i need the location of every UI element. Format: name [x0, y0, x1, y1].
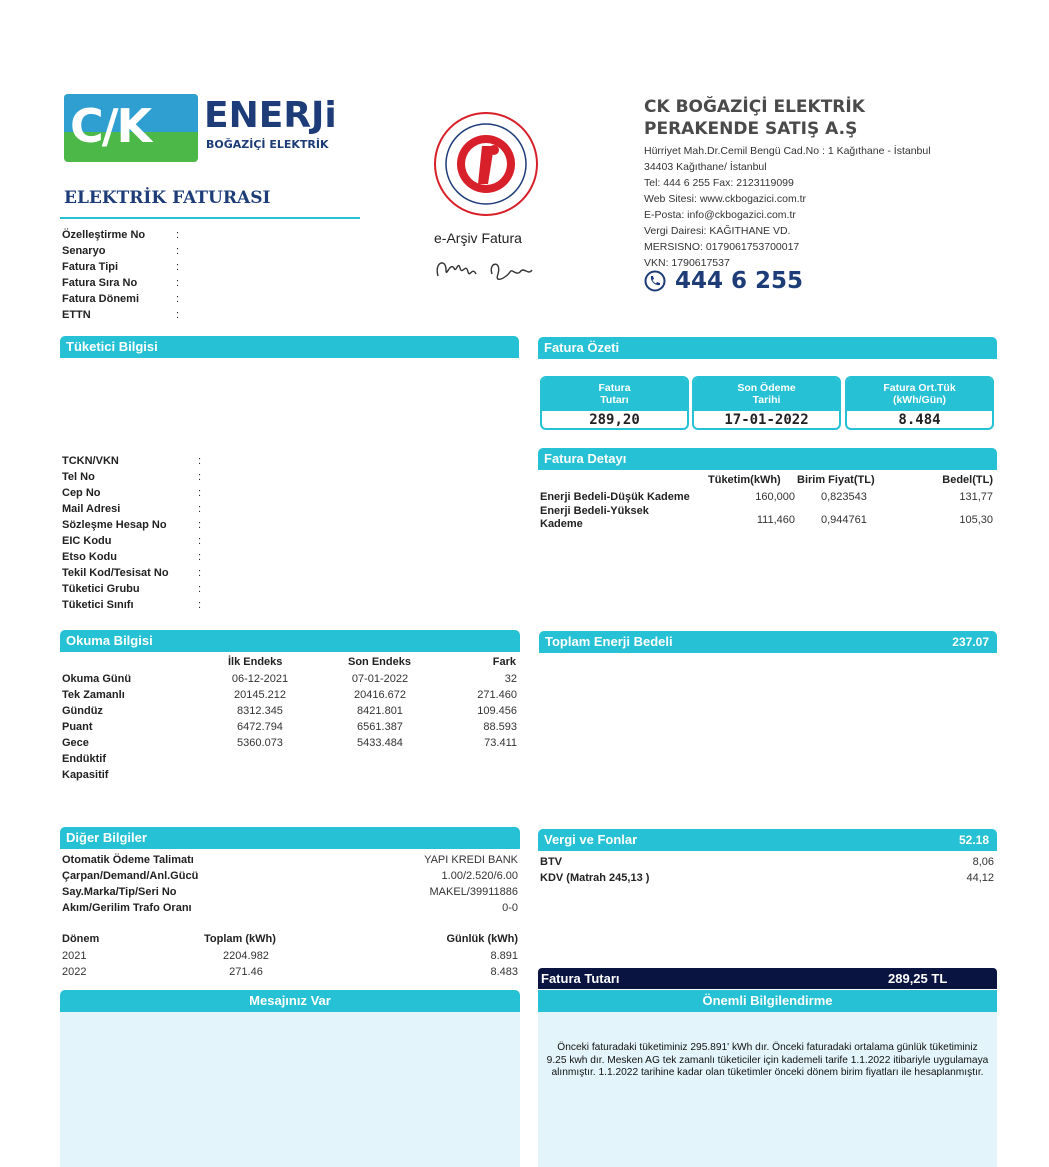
period-row-year: 2021 — [62, 950, 87, 962]
logo-mark — [64, 94, 198, 162]
consumer-field-label: Sözleşme Hesap No — [62, 519, 167, 531]
reading-row-label: Endüktif — [62, 753, 106, 765]
consumer-field-row — [62, 565, 222, 581]
phone-number: 444 6 255 — [675, 268, 804, 294]
invoice-meta-label: Fatura Dönemi — [62, 293, 140, 305]
company-name-1: CK BOĞAZİÇİ ELEKTRİK — [644, 97, 865, 117]
detail-row-2-unit-price: 0,944761 — [821, 514, 867, 526]
consumer-field-row — [62, 485, 222, 501]
consumer-field-row — [62, 501, 222, 517]
invoice-total-bar — [538, 968, 997, 989]
reading-header-last: Son Endeks — [348, 656, 411, 668]
total-energy-title: Toplam Enerji Bedeli — [545, 634, 673, 649]
reading-header-diff: Fark — [492, 656, 516, 668]
reading-row-diff: 271.460 — [477, 689, 517, 701]
invoice-total-value: 289,25 TL — [888, 971, 948, 986]
message-section-header — [60, 990, 520, 1012]
consumer-field-label: Tel No — [62, 471, 95, 483]
other-row-value: MAKEL/39911886 — [429, 886, 518, 898]
tax-row-label: KDV (Matrah 245,13 ) — [540, 872, 650, 884]
tax-row-label: BTV — [540, 856, 562, 868]
consumer-field-row — [62, 517, 222, 533]
signature-icon — [432, 252, 542, 288]
invoice-meta-row — [62, 275, 192, 291]
total-energy-value: 237.07 — [952, 635, 989, 649]
invoice-meta — [62, 227, 192, 323]
total-energy-header — [539, 631, 997, 653]
detail-row-1-name: Enerji Bedeli-Düşük Kademe — [540, 491, 690, 503]
reading-row-last: 20416.672 — [354, 689, 406, 701]
reading-row-diff: 109.456 — [477, 705, 517, 717]
detail-row-2-name: Enerji Bedeli-Yüksek Kademe — [540, 505, 649, 530]
period-row-daily: 8.891 — [490, 950, 518, 962]
reading-title: Okuma Bilgisi — [66, 633, 153, 648]
consumer-field-label: Tüketici Grubu — [62, 583, 140, 595]
consumer-field-row — [62, 453, 222, 469]
consumer-field-sep: : — [198, 487, 202, 499]
reading-row-label: Puant — [62, 721, 93, 733]
summary-avg-consumption-value: 8.484 — [898, 412, 941, 428]
consumer-field-sep: : — [198, 471, 202, 483]
reading-row-label: Gündüz — [62, 705, 103, 717]
notice-title: Önemli Bilgilendirme — [702, 993, 833, 1008]
invoice-meta-row — [62, 227, 192, 243]
company-details — [644, 143, 931, 271]
consumer-field-sep: : — [198, 519, 202, 531]
detail-header-unit-price: Birim Fiyat(TL) — [797, 474, 875, 486]
taxes-section-header — [538, 829, 997, 851]
invoice-total-label: Fatura Tutarı — [541, 971, 620, 986]
consumer-field-label: TCKN/VKN — [62, 455, 119, 467]
summary-box-amount: Fatura Tutarı 289,20 — [540, 376, 689, 430]
consumer-field-sep: : — [198, 599, 202, 611]
other-row-label: Say.Marka/Tip/Seri No — [62, 886, 177, 898]
reading-row-last: 5433.484 — [357, 737, 403, 749]
other-title: Diğer Bilgiler — [66, 830, 147, 845]
consumer-field-label: Cep No — [62, 487, 101, 499]
notice-panel — [538, 1012, 997, 1167]
gib-seal — [432, 110, 540, 218]
taxes-value: 52.18 — [958, 833, 989, 847]
consumer-fields — [62, 453, 222, 613]
invoice-meta-label: ETTN — [62, 309, 91, 321]
detail-title: Fatura Detayı — [544, 451, 627, 466]
reading-row-diff: 88.593 — [483, 721, 517, 733]
company-detail-line: VKN: 1790617537 — [644, 257, 730, 269]
message-panel — [60, 1012, 520, 1167]
company-detail-line: MERSISNO: 0179061753700017 — [644, 241, 800, 253]
reading-row-label: Tek Zamanlı — [62, 689, 125, 701]
company-detail-line: Web Sitesi: www.ckbogazici.com.tr — [644, 193, 807, 205]
consumer-field-row — [62, 581, 222, 597]
other-row-label: Otomatik Ödeme Talimatı — [62, 854, 194, 866]
reading-row-diff: 32 — [504, 673, 517, 685]
consumer-field-sep: : — [198, 455, 202, 467]
summary-box-avg-consumption: Fatura Ort.Tük (kWh/Gün) 8.484 — [845, 376, 994, 430]
invoice-meta-sep: : — [176, 277, 180, 289]
company-detail-line: E-Posta: info@ckbogazici.com.tr — [644, 209, 796, 221]
company-detail-line: Vergi Dairesi: KAĞITHANE VD. — [644, 225, 791, 237]
period-header-daily: Günlük (kWh) — [446, 933, 518, 945]
consumer-field-row — [62, 597, 222, 613]
detail-row-1-unit-price: 0,823543 — [821, 491, 867, 503]
company-detail-line: Tel: 444 6 255 Fax: 2123119099 — [644, 177, 794, 189]
reading-row-last: 07-01-2022 — [351, 673, 409, 685]
reading-row-first: 20145.212 — [234, 689, 286, 701]
period-row-total: 2204.982 — [223, 950, 269, 962]
logo-letters: C/K — [70, 99, 151, 153]
reading-row-first: 6472.794 — [237, 721, 283, 733]
detail-row-1-amount: 131,77 — [959, 491, 993, 503]
consumer-field-row — [62, 469, 222, 485]
notice-text: Önceki faturadaki tüketiminiz 295.891' kWh dır. Önceki faturadaki ortalama günlük tüketiminiz 9.25 kwh dır. Mesken AG tek zamanlı tüketiciler için kademeli tarife 1.1.2022 itibariyle uygulamaya alınmıştır. 1.1.2022 tarihine kadar olan tüketimler önceki dönem birim fiyatları ile hesaplanmıştır. — [546, 1042, 989, 1078]
company-detail-line: Hürriyet Mah.Dr.Cemil Bengü Cad.No : 1 Kağıthane - İstanbul — [644, 145, 931, 157]
period-header-total: Toplam (kWh) — [204, 933, 276, 945]
consumer-field-label: Etso Kodu — [62, 551, 117, 563]
detail-row-2-amount: 105,30 — [959, 514, 993, 526]
reading-row-last: 8421.801 — [357, 705, 403, 717]
notice-section-header — [538, 990, 997, 1012]
period-header-period: Dönem — [62, 933, 100, 945]
reading-row-first: 8312.345 — [237, 705, 283, 717]
invoice-meta-row — [62, 291, 192, 307]
consumer-field-sep: : — [198, 503, 202, 515]
message-title: Mesajınız Var — [249, 993, 331, 1008]
reading-row-label: Gece — [62, 737, 89, 749]
consumer-field-label: Mail Adresi — [62, 503, 121, 515]
other-row-value: 1.00/2.520/6.00 — [441, 870, 518, 882]
detail-header-consumption: Tüketim(kWh) — [708, 474, 781, 486]
seal-icon — [432, 110, 540, 218]
invoice-meta-sep: : — [176, 229, 180, 241]
seal-caption: e-Arşiv Fatura — [434, 230, 522, 246]
reading-row-first: 5360.073 — [237, 737, 283, 749]
consumer-field-label: Tekil Kod/Tesisat No — [62, 567, 169, 579]
reading-row-diff: 73.411 — [484, 737, 517, 749]
detail-section-header — [538, 448, 997, 470]
company-logo — [64, 94, 340, 162]
company-phone — [644, 268, 803, 294]
reading-row-last: 6561.387 — [357, 721, 403, 733]
consumer-field-row — [62, 533, 222, 549]
period-row-year: 2022 — [62, 966, 87, 978]
consumer-field-sep: : — [198, 551, 202, 563]
signature — [432, 252, 542, 291]
invoice-meta-sep: : — [176, 293, 180, 305]
summary-section-header — [538, 337, 997, 359]
tax-row-value: 44,12 — [966, 872, 994, 884]
taxes-title: Vergi ve Fonlar — [544, 832, 638, 847]
consumer-title: Tüketici Bilgisi — [66, 339, 158, 354]
other-section-header — [60, 827, 520, 849]
invoice-meta-row — [62, 243, 192, 259]
tax-row-value: 8,06 — [972, 856, 994, 868]
reading-row-first: 06-12-2021 — [231, 673, 289, 685]
consumer-field-label: EIC Kodu — [62, 535, 112, 547]
invoice-meta-sep: : — [176, 261, 180, 273]
invoice-meta-label: Senaryo — [62, 245, 106, 257]
reading-row-label: Kapasitif — [62, 769, 109, 781]
other-row-label: Çarpan/Demand/Anl.Gücü — [62, 870, 199, 882]
detail-row-2-consumption: 111,460 — [756, 514, 795, 526]
summary-amount-value: 289,20 — [589, 412, 640, 428]
consumer-field-sep: : — [198, 535, 202, 547]
period-row-daily: 8.483 — [490, 966, 518, 978]
company-detail-line: 34403 Kağıthane/ İstanbul — [644, 161, 767, 173]
consumer-field-sep: : — [198, 567, 202, 579]
summary-title: Fatura Özeti — [544, 340, 620, 355]
period-row-total: 271.46 — [229, 966, 263, 978]
invoice-meta-label: Fatura Tipi — [62, 261, 119, 273]
invoice-meta-row — [62, 307, 192, 323]
detail-header-amount: Bedel(TL) — [942, 474, 993, 486]
reading-row-label: Okuma Günü — [62, 673, 132, 685]
invoice-meta-sep: : — [176, 245, 180, 257]
invoice-meta-label: Fatura Sıra No — [62, 277, 138, 289]
logo-word: ENERJi — [204, 95, 337, 136]
invoice-meta-label: Özelleştirme No — [62, 229, 146, 241]
company-name-2: PERAKENDE SATIŞ A.Ş — [644, 119, 858, 139]
reading-section-header — [60, 630, 520, 652]
consumer-section-header — [60, 336, 519, 358]
reading-header-first: İlk Endeks — [228, 656, 283, 668]
other-row-label: Akım/Gerilim Trafo Oranı — [62, 902, 192, 914]
logo-subtitle: BOĞAZİÇİ ELEKTRİK — [206, 138, 329, 151]
phone-icon — [644, 270, 666, 292]
consumer-field-row — [62, 549, 222, 565]
invoice-meta-row — [62, 259, 192, 275]
other-row-value: YAPI KREDI BANK — [424, 854, 518, 866]
invoice-meta-sep: : — [176, 309, 180, 321]
other-row-value: 0-0 — [502, 902, 518, 914]
summary-box-due-date: Son Ödeme Tarihi 17-01-2022 — [692, 376, 841, 430]
document-title: ELEKTRİK FATURASI — [64, 188, 271, 208]
consumer-field-label: Tüketici Sınıfı — [62, 599, 134, 611]
title-underline — [60, 217, 360, 219]
detail-row-1-consumption: 160,000 — [755, 491, 795, 503]
consumer-field-sep: : — [198, 583, 202, 595]
summary-due-date-value: 17-01-2022 — [724, 412, 809, 428]
